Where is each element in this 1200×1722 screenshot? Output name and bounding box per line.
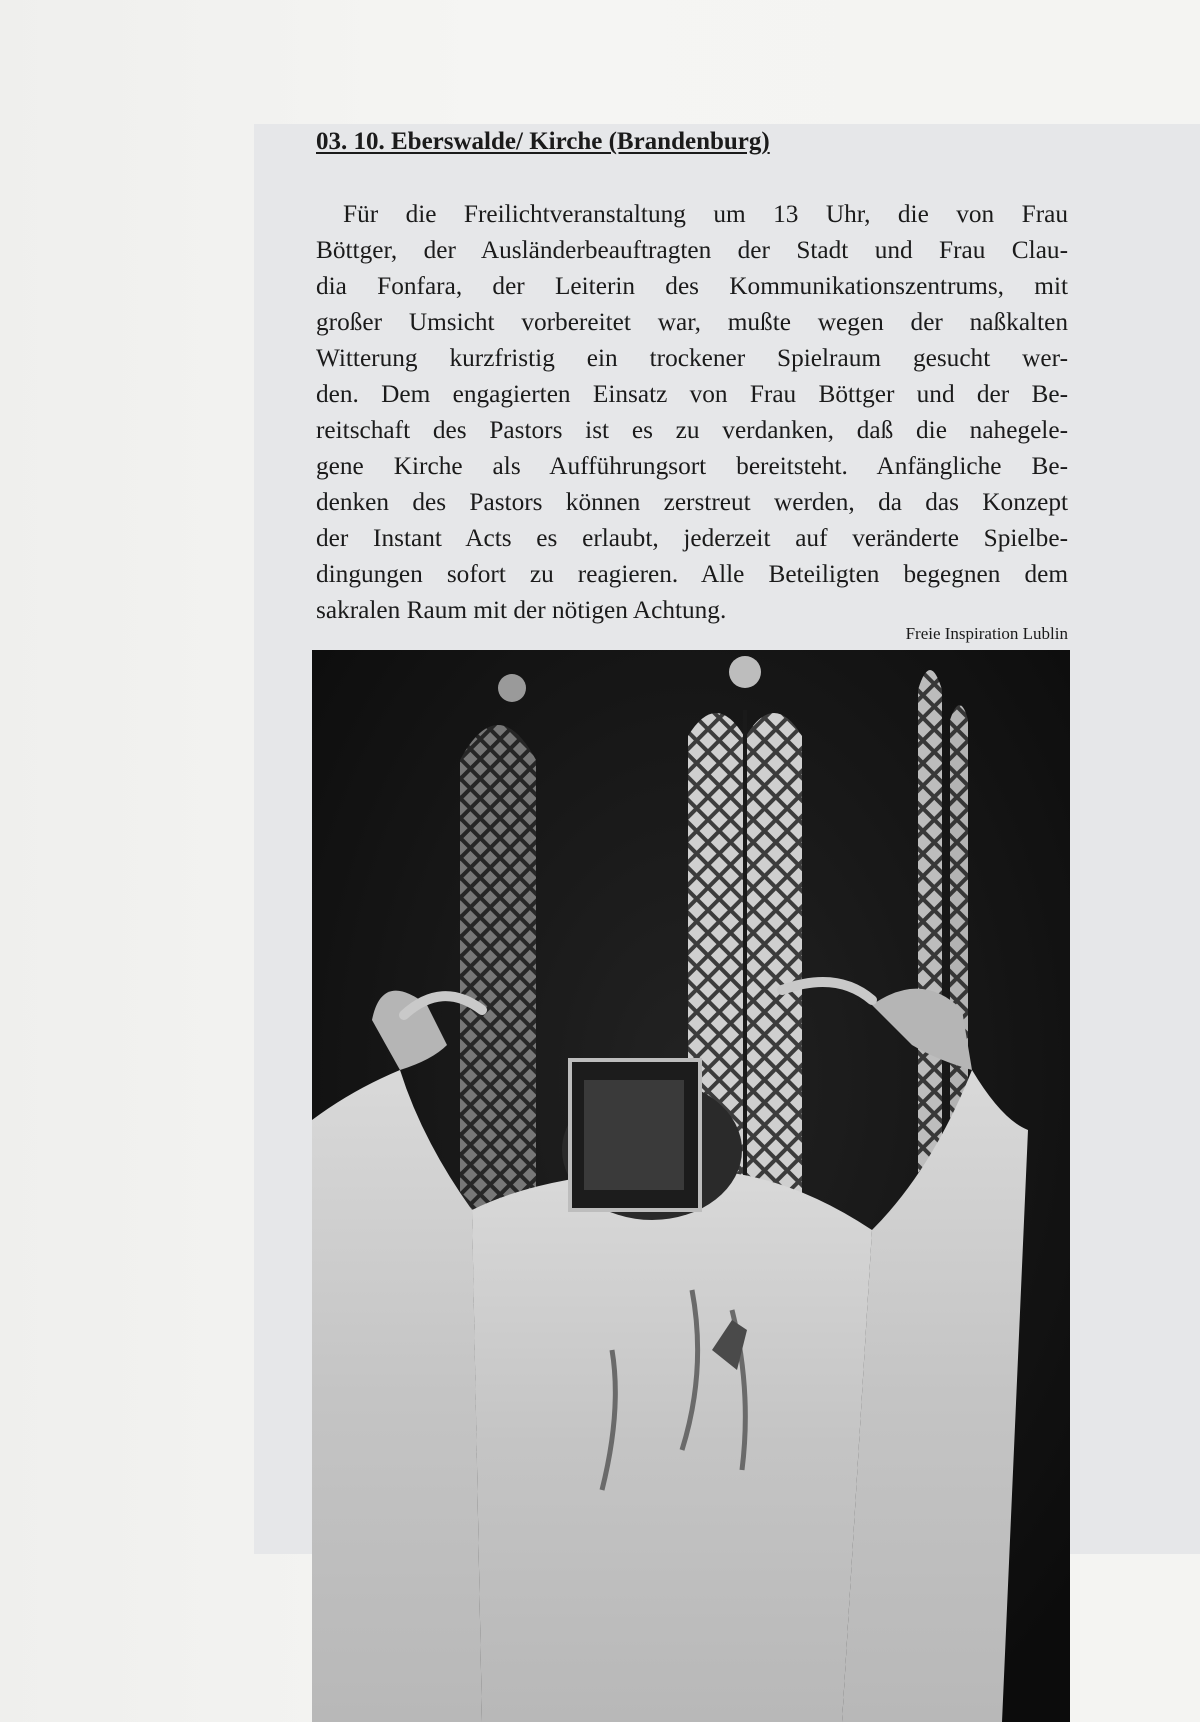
body-paragraph bbox=[316, 196, 1068, 628]
text-line: sakralen Raum mit der nötigen Achtung. bbox=[316, 596, 727, 624]
text-line: dingungen sofort zu reagieren. Alle Beteiligten begegnen dem bbox=[316, 560, 1068, 588]
text-line: großer Umsicht vorbereitet war, mußte wegen der naßkalten bbox=[316, 308, 1068, 336]
text-line: reitschaft des Pastors ist es zu verdanken, daß die nahegele- bbox=[316, 416, 1068, 444]
text-line: Böttger, der Ausländerbeauftragten der Stadt und Frau Clau- bbox=[316, 236, 1068, 264]
photo-caption: Freie Inspiration Lublin bbox=[905, 624, 1068, 643]
text-line: der Instant Acts es erlaubt, jederzeit auf veränderte Spielbe- bbox=[316, 524, 1068, 552]
text-line: dia Fonfara, der Leiterin des Kommunikationszentrums, mit bbox=[316, 272, 1068, 300]
text-line: gene Kirche als Aufführungsort bereitsteht. Anfängliche Be- bbox=[316, 452, 1068, 480]
performance-photo bbox=[312, 650, 1070, 1722]
text-line: denken des Pastors können zerstreut werden, da das Konzept bbox=[316, 488, 1068, 516]
section-heading: 03. 10. Eberswalde/ Kirche (Brandenburg) bbox=[316, 128, 770, 155]
text-line: Für die Freilichtveranstaltung um 13 Uhr, die von Frau bbox=[343, 200, 1068, 228]
text-line: Witterung kurzfristig ein trockener Spielraum gesucht wer- bbox=[316, 344, 1068, 372]
text-line: den. Dem engagierten Einsatz von Frau Böttger und der Be- bbox=[316, 380, 1068, 408]
